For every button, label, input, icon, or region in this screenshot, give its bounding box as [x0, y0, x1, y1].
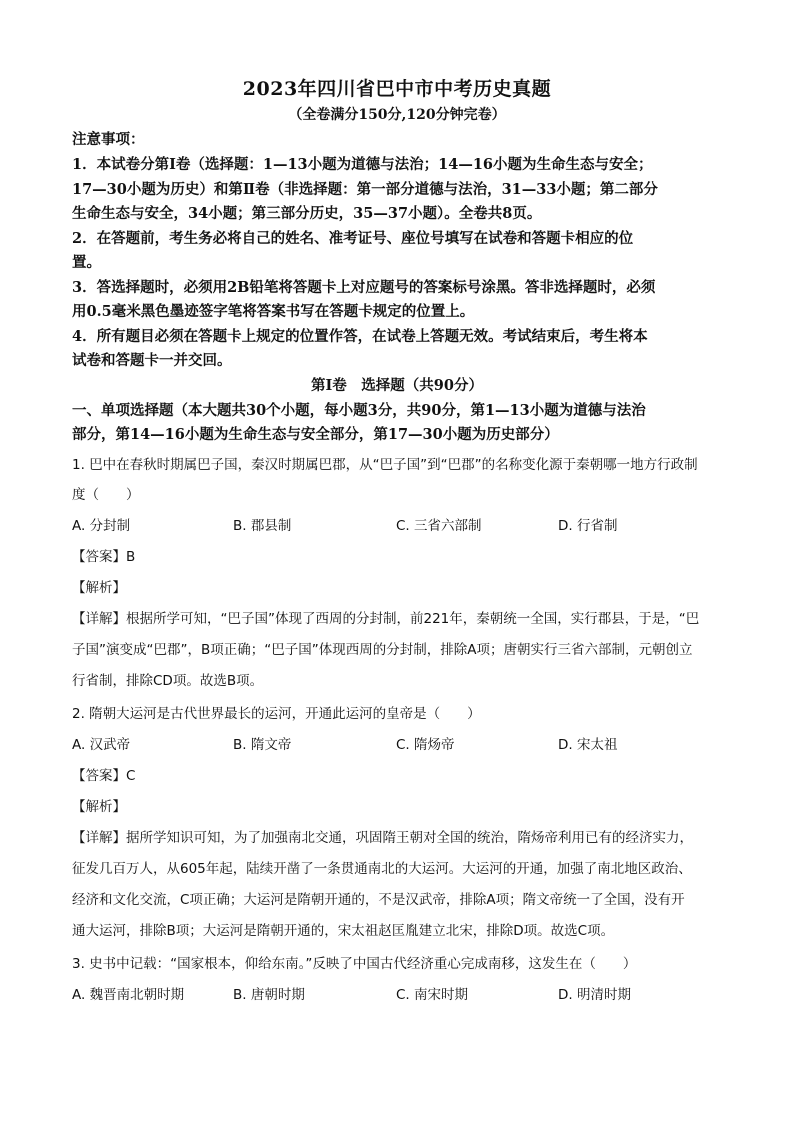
question-2-detail: 通大运河，排除B项；大运河是隋朝开通的，宋太祖赵匡胤建立北宋，排除D项。故选C项。 [72, 923, 615, 939]
notice-line: 1．本试卷分第Ⅰ卷（选择题：1—13小题为道德与法治；14—16小题为生命生态与安全； [72, 156, 653, 173]
question-1-option-d: D. 行省制 [558, 518, 618, 534]
question-2-option-d: D. 宋太祖 [558, 737, 618, 753]
section-intro-line: 部分，第14—16小题为生命生态与安全部分，第17—30小题为历史部分） [72, 426, 559, 443]
question-2-analysis-label: 【解析】 [72, 799, 126, 815]
question-2-detail: 征发几百万人，从605年起，陆续开凿了一条贯通南北的大运河。大运河的开通，加强了南北地区政治、 [72, 861, 692, 877]
question-1-option-b: B. 郡县制 [233, 518, 292, 534]
question-2-stem: 2. 隋朝大运河是古代世界最长的运河，开通此运河的皇帝是（ ） [72, 706, 481, 722]
notice-line: 置。 [72, 254, 101, 271]
question-2-answer [72, 766, 732, 786]
question-1-stem: 1. 巴中在春秋时期属巴子国，秦汉时期属巴郡，从“巴子国”到“巴郡”的名称变化源于秦朝哪一地方行政制 [72, 457, 698, 473]
question-3-option-d: D. 明清时期 [558, 987, 631, 1003]
notice-line: 生命生态与安全，34小题；第三部分历史，35—37小题）。全卷共8页。 [72, 205, 542, 222]
notice-line: 2．在答题前，考生务必将自己的姓名、准考证号、座位号填写在试卷和答题卡相应的位 [72, 230, 634, 247]
question-2-option-b: B. 隋文帝 [233, 737, 292, 753]
question-2-detail: 经济和文化交流，C项正确；大运河是隋朝开通的，不是汉武帝，排除A项；隋文帝统一了全国，没有开 [72, 892, 685, 908]
question-3-option-b: B. 唐朝时期 [233, 987, 305, 1003]
notice-line: 17—30小题为历史）和第Ⅱ卷（非选择题：第一部分道德与法治，31—33小题；第二部分 [72, 181, 658, 198]
answer-value: C [126, 768, 136, 784]
question-1-detail: 子国”演变成“巴郡”，B项正确；“巴子国”体现西周的分封制，排除A项；唐朝实行三省六部制，元朝创立 [72, 642, 693, 658]
notice-line: 用0.5毫米黑色墨迹签字笔将答案书写在答题卡规定的位置上。 [72, 303, 475, 320]
section-intro-line: 一、单项选择题（本大题共30个小题，每小题3分，共90分，第1—13小题为道德与法治 [72, 402, 646, 419]
question-3-stem: 3. 史书中记载：“国家根本，仰给东南。”反映了中国古代经济重心完成南移，这发生在（ ） [72, 956, 637, 972]
question-3-option-a: A. 魏晋南北朝时期 [72, 987, 185, 1003]
question-1-option-a: A. 分封制 [72, 518, 131, 534]
question-1-stem: 度（ ） [72, 487, 140, 503]
answer-label: 【答案】 [72, 768, 126, 784]
notice-heading: 注意事项： [72, 131, 145, 148]
answer-label: 【答案】 [72, 549, 126, 565]
question-2-option-c: C. 隋炀帝 [396, 737, 455, 753]
notice-line: 试卷和答题卡一并交回。 [72, 352, 232, 369]
question-1-analysis-label: 【解析】 [72, 580, 126, 596]
question-1-answer [72, 547, 732, 567]
question-1-option-c: C. 三省六部制 [396, 518, 482, 534]
question-2-detail: 【详解】据所学知识可知，为了加强南北交通，巩固隋王朝对全国的统治，隋炀帝利用已有的经济实力， [72, 830, 693, 846]
notice-line: 4．所有题目必须在答题卡上规定的位置作答，在试卷上答题无效。考试结束后，考生将本 [72, 328, 648, 345]
notice-line: 3．答选择题时，必须用2B铅笔将答题卡上对应题号的答案标号涂黑。答非选择题时，必须 [72, 279, 656, 296]
answer-value: B [126, 549, 136, 565]
question-2-option-a: A. 汉武帝 [72, 737, 131, 753]
question-1-detail: 行省制，排除CD项。故选B项。 [72, 673, 264, 689]
question-1-detail: 【详解】根据所学可知，“巴子国”体现了西周的分封制，前221年，秦朝统一全国，实行郡县，于是，“巴 [72, 611, 700, 627]
page-title: 2023年四川省巴中市中考历史真题 [242, 78, 552, 100]
section-heading: 第Ⅰ卷 选择题（共90分） [311, 377, 483, 394]
question-3-option-c: C. 南宋时期 [396, 987, 469, 1003]
page-subtitle: （全卷满分150分,120分钟完卷） [288, 107, 506, 123]
